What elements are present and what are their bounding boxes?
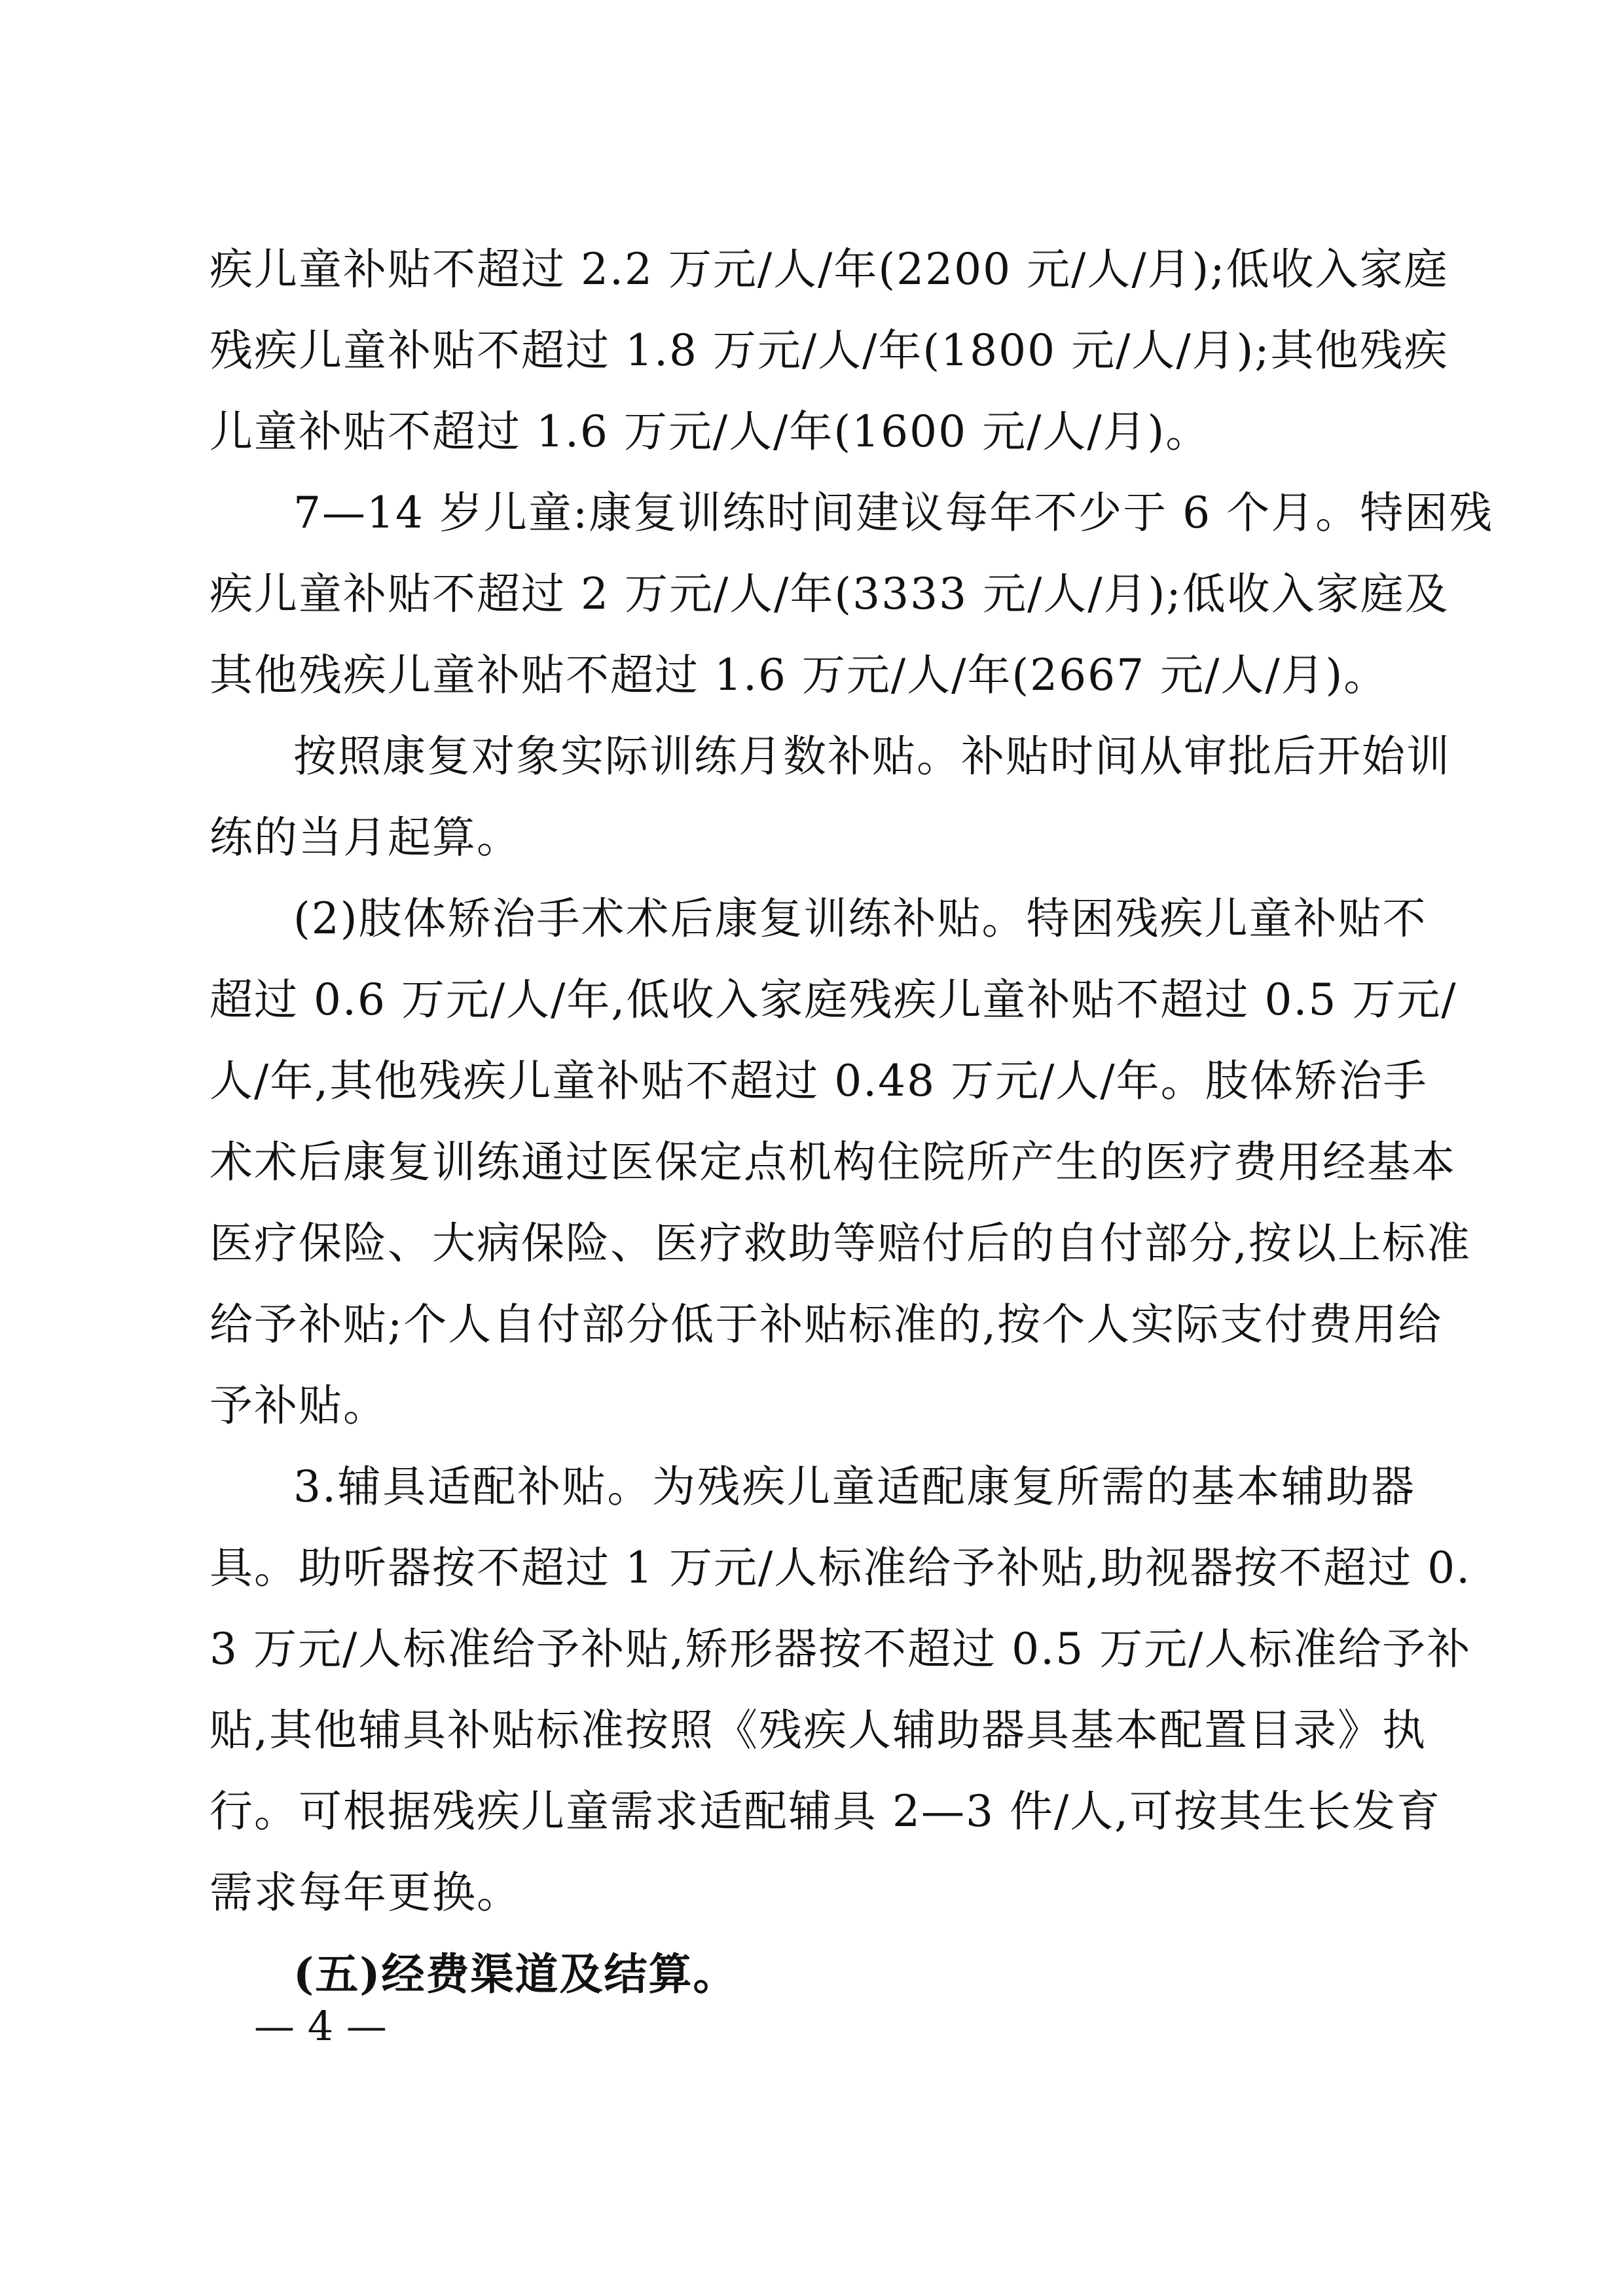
body-text-line: 贴,其他辅具补贴标准按照《残疾人辅助器具基本配置目录》执 [210, 1705, 1427, 1755]
body-text-line: 医疗保险、大病保险、医疗救助等赔付后的自付部分,按以上标准 [210, 1218, 1471, 1268]
body-text-line: 儿童补贴不超过 1.6 万元/人/年(1600 元/人/月)。 [210, 406, 1211, 457]
paragraph-first-line: 按照康复对象实际训练月数补贴。补贴时间从审批后开始训 [293, 731, 1451, 781]
body-text-line: 超过 0.6 万元/人/年,低收入家庭残疾儿童补贴不超过 0.5 万元/ [210, 975, 1457, 1025]
body-text-line: 给予补贴;个人自付部分低于补贴标准的,按个人实际支付费用给 [210, 1299, 1443, 1350]
body-text-line: 术术后康复训练通过医保定点机构住院所产生的医疗费用经基本 [210, 1137, 1456, 1187]
paragraph-first-line: (2)肢体矫治手术术后康复训练补贴。特困残疾儿童补贴不 [293, 893, 1427, 944]
body-text-line: 需求每年更换。 [210, 1867, 521, 1918]
body-text-line: 行。可根据残疾儿童需求适配辅具 2—3 件/人,可按其生长发育 [210, 1786, 1442, 1837]
body-text-line: 予补贴。 [210, 1380, 388, 1431]
page-number: — 4 — [254, 2002, 387, 2050]
body-text-line: 残疾儿童补贴不超过 1.8 万元/人/年(1800 元/人/月);其他残疾 [210, 325, 1449, 376]
body-text-line: 练的当月起算。 [210, 812, 521, 863]
body-text-line: 3 万元/人标准给予补贴,矫形器按不超过 0.5 万元/人标准给予补 [210, 1624, 1472, 1674]
section-heading: (五)经费渠道及结算。 [293, 1948, 738, 2000]
paragraph-first-line: 7—14 岁儿童:康复训练时间建议每年不少于 6 个月。特困残 [293, 488, 1494, 538]
body-text-line: 具。助听器按不超过 1 万元/人标准给予补贴,助视器按不超过 0. [210, 1543, 1472, 1593]
paragraph-first-line: 3.辅具适配补贴。为残疾儿童适配康复所需的基本辅助器 [293, 1462, 1415, 1512]
body-text-line: 疾儿童补贴不超过 2 万元/人/年(3333 元/人/月);低收入家庭及 [210, 569, 1450, 619]
body-text-line: 人/年,其他残疾儿童补贴不超过 0.48 万元/人/年。肢体矫治手 [210, 1056, 1428, 1106]
body-text-line: 疾儿童补贴不超过 2.2 万元/人/年(2200 元/人/月);低收入家庭 [210, 244, 1449, 295]
body-text-line: 其他残疾儿童补贴不超过 1.6 万元/人/年(2667 元/人/月)。 [210, 650, 1389, 700]
